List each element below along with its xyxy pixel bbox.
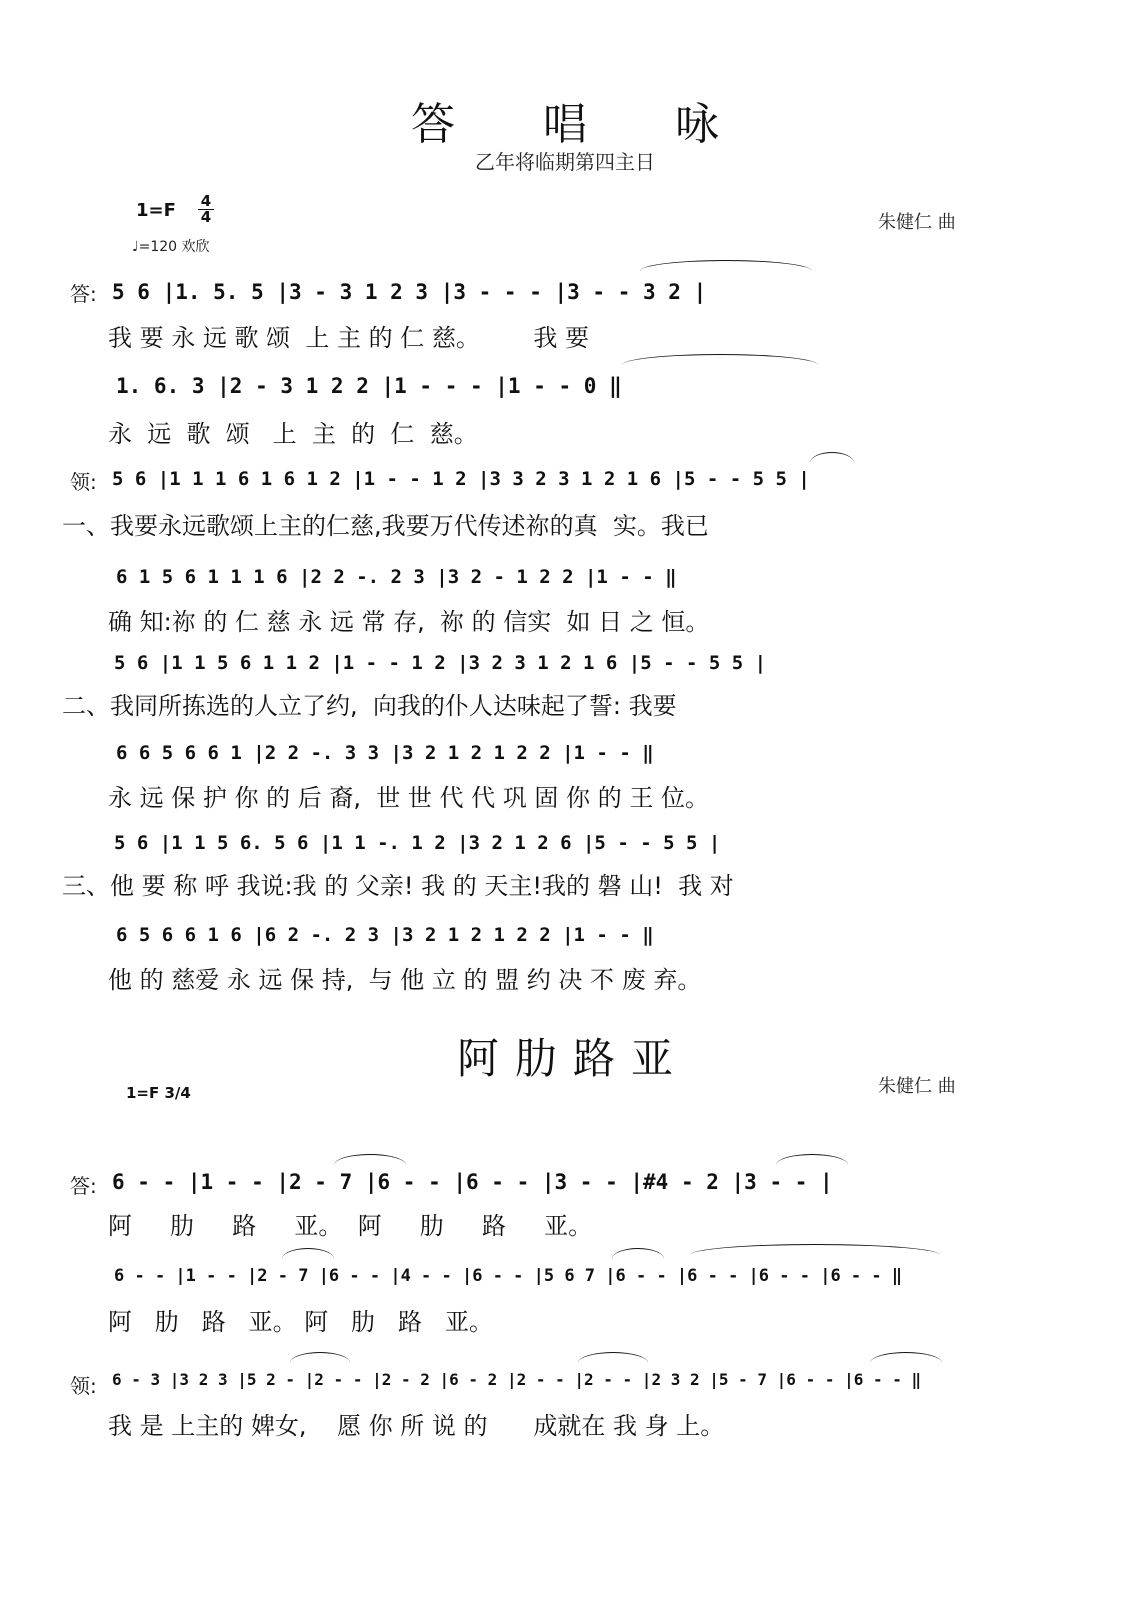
role-label: 答:: [70, 282, 97, 306]
notation-line: 5 6 |1 1 5 6 1 1 2 |1 - - 1 2 |3 2 3 1 2 1 6 |5 - - 5 5 |: [114, 652, 767, 674]
notation-line: 5 6 |1 1 5 6. 5 6 |1 1 -. 1 2 |3 2 1 2 6 |5 - - 5 5 |: [114, 832, 721, 854]
lyric-line: 三、他 要 称 呼 我说:我 的 父亲! 我 的 天主!我的 磐 山! 我 对: [62, 872, 734, 900]
tie-mark: [810, 452, 854, 463]
notation-line: 6 - - |1 - - |2 - 7 |6 - - |6 - - |3 - - |#4 - 2 |3 - - |: [112, 1170, 833, 1194]
role-label: 答:: [70, 1174, 97, 1198]
song2-title-char: 阿: [456, 1034, 499, 1083]
notation-line: 6 5 6 6 1 6 |6 2 -. 2 3 |3 2 1 2 1 2 2 |1 - - ‖: [116, 924, 654, 946]
lyric-line: 确 知:祢 的 仁 慈 永 远 常 存, 祢 的 信实 如 日 之 恒。: [108, 608, 710, 636]
song1-key: 1=F: [136, 200, 176, 221]
lyric-line: 永 远 保 护 你 的 后 裔, 世 世 代 代 巩 固 你 的 王 位。: [108, 784, 709, 812]
lyric-line: 一、我要永远歌颂上主的仁慈,我要万代传述祢的真 实。我已: [62, 512, 709, 540]
tie-mark: [290, 1352, 350, 1363]
tie-mark: [282, 1248, 334, 1259]
tie-mark: [870, 1352, 942, 1363]
song1-title: [0, 88, 1130, 152]
notation-line: 6 - 3 |3 2 3 |5 2 - |2 - - |2 - 2 |6 - 2 |2 - - |2 - - |2 3 2 |5 - 7 |6 - - |6 - - ‖: [112, 1370, 922, 1389]
song2-key: 1=F 3/4: [126, 1084, 191, 1102]
lyric-line: 他 的 慈爱 永 远 保 持, 与 他 立 的 盟 约 决 不 废 弃。: [108, 966, 702, 994]
lyric-line: 二、我同所拣选的人立了约, 向我的仆人达味起了誓: 我要: [62, 692, 677, 720]
notation-line: 6 - - |1 - - |2 - 7 |6 - - |4 - - |6 - - |5 6 7 |6 - - |6 - - |6 - - |6 - - ‖: [114, 1266, 903, 1286]
role-label: 领:: [70, 1374, 97, 1398]
song1-title-char: 答: [411, 99, 455, 150]
tie-mark: [776, 1154, 848, 1165]
lyric-line: 我 是 上主的 婢女, 愿 你 所 说 的 成就在 我 身 上。: [108, 1412, 725, 1440]
song1-tempo: ♩=120 欢欣: [132, 239, 210, 255]
lyric-line: 阿 肋 路 亚。 阿 肋 路 亚。: [108, 1308, 493, 1336]
lyric-line: 我 要 永 远 歌 颂 上 主 的 仁 慈。 我 要: [108, 324, 589, 352]
song2-composer: 朱健仁 曲: [878, 1076, 956, 1097]
song1-subtitle: 乙年将临期第四主日: [475, 150, 655, 174]
tie-mark: [578, 1352, 648, 1363]
notation-line: 1. 6. 3 |2 - 3 1 2 2 |1 - - - |1 - - 0 ‖: [116, 374, 622, 398]
tie-mark: [690, 1244, 940, 1255]
tie-mark: [334, 1154, 406, 1165]
lyric-line: 阿 肋 路 亚。 阿 肋 路 亚。: [108, 1212, 593, 1240]
time-denominator: 4: [198, 209, 214, 225]
song1-time-signature: [198, 194, 214, 225]
song1-title-char: 唱: [543, 99, 587, 150]
tie-mark: [640, 260, 812, 271]
song2-title-char: 路: [573, 1034, 616, 1083]
song2-title: [0, 1026, 1130, 1086]
notation-line: 5 6 |1. 5. 5 |3 - 3 1 2 3 |3 - - - |3 - - 3 2 |: [112, 280, 707, 304]
notation-line: 6 1 5 6 1 1 1 6 |2 2 -. 2 3 |3 2 - 1 2 2 |1 - - ‖: [116, 566, 677, 588]
tie-mark: [622, 354, 818, 365]
song1-composer: 朱健仁 曲: [878, 212, 956, 233]
tie-mark: [612, 1248, 664, 1259]
time-numerator: 4: [200, 192, 212, 210]
song2-title-char: 肋: [514, 1034, 557, 1083]
song1-title-char: 咏: [675, 99, 719, 150]
notation-line: 5 6 |1 1 1 6 1 6 1 2 |1 - - 1 2 |3 3 2 3 1 2 1 6 |5 - - 5 5 |: [112, 468, 810, 490]
lyric-line: 永 远 歌 颂 上 主 的 仁 慈。: [108, 420, 478, 448]
song2-title-char: 亚: [631, 1034, 674, 1083]
notation-line: 6 6 5 6 6 1 |2 2 -. 3 3 |3 2 1 2 1 2 2 |1 - - ‖: [116, 742, 654, 764]
role-label: 领:: [70, 470, 97, 494]
